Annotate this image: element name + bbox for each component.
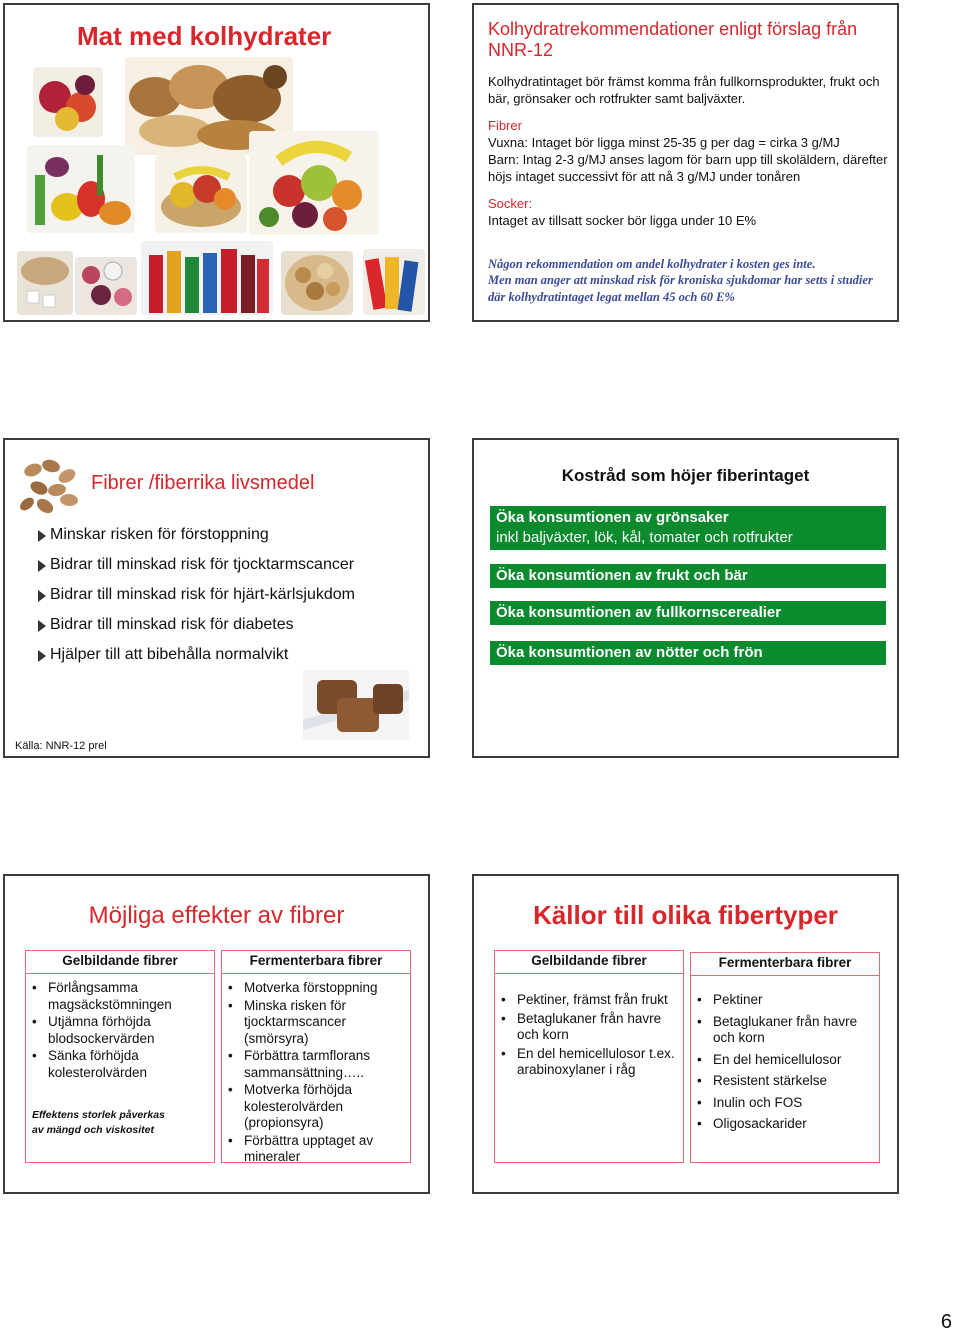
list-item: • Pektiner [693, 992, 877, 1009]
column-head-fermentable: Fermenterbara fibrer [690, 952, 880, 976]
advice-bar-nuts [490, 641, 886, 665]
effect-note [32, 1108, 165, 1138]
list-item: • Inulin och FOS [693, 1095, 877, 1112]
fiber-child-text: Barn: Intag 2-3 g/MJ anses lagom för barn upp till skoläldern, därefter höjs intaget successivt för att nå 3 g/MJ under tonåren [488, 152, 888, 184]
list-item: Bidrar till minskad risk för diabetes [36, 610, 426, 640]
advice-main: Öka konsumtionen av grönsaker [496, 509, 729, 526]
slide-title: Kostråd som höjer fiberintaget [561, 466, 810, 485]
list-item: • Betaglukaner från havre och korn [693, 1014, 877, 1047]
intro-text: Kolhydratintaget bör främst komma från fullkornsprodukter, frukt och bär, grönsaker och rotfrukter samt baljväxter. [488, 74, 880, 106]
advice-main: Öka konsumtionen av nötter och frön [496, 644, 763, 661]
list-item: • Sänka förhöjda kolesterolvärden [28, 1048, 212, 1081]
fruit-basket-image [33, 67, 103, 137]
list-item: • Utjämna förhöjda blodsockervärden [28, 1014, 212, 1047]
advice-main: Öka konsumtionen av frukt och bär [496, 567, 748, 584]
candy-image [75, 257, 137, 315]
sources-list-fermentable [693, 992, 877, 1134]
slide-title: Mat med kolhydrater [77, 21, 332, 51]
list-item: • Förbättra tarmflorans sammansättning….. [224, 1048, 408, 1081]
sugar-text: Intaget av tillsatt socker bör ligga under 10 E% [488, 213, 757, 228]
column-head-gelling: Gelbildande fibrer [494, 950, 684, 974]
fiber-heading: Fibrer [488, 118, 522, 133]
slide-kallor-fibertyper [472, 874, 899, 1194]
effect-note-line: Effektens storlek påverkas [32, 1109, 165, 1121]
list-item: • Motverka förstoppning [224, 980, 408, 997]
column-box-fermentable [221, 973, 411, 1163]
slide-kolhydratrekommendationer [472, 3, 899, 322]
sugar-bowl-image [17, 251, 73, 315]
advice-bar-fruit [490, 564, 886, 588]
list-item: • Oligosackarider [693, 1116, 877, 1133]
effect-note-line: av mängd och viskositet [32, 1124, 154, 1136]
slide-fibrer-fiberrika-livsmedel [3, 438, 430, 758]
effects-list-gelling [28, 980, 212, 1082]
list-item: • Förlångsamma magsäckstömningen [28, 980, 212, 1013]
advice-bar-wholegrain [490, 601, 886, 625]
list-item: • En del hemicellulosor [693, 1052, 877, 1069]
list-item: Minskar risken för förstoppning [36, 520, 426, 550]
list-item: • Motverka förhöjda kolesterolvärden (propionsyra) [224, 1082, 408, 1132]
column-box-gelling [494, 973, 684, 1163]
page-number: 6 [940, 1311, 952, 1333]
advice-main: Öka konsumtionen av fullkornscerealier [496, 604, 782, 621]
wholegrain-bread-image [303, 670, 409, 740]
advice-bar-vegetables [490, 506, 886, 550]
slide-title: Kolhydratrekommendationer enligt förslag från NNR-12 [488, 19, 858, 60]
list-item: • Minska risken för tjocktarmscancer (smörsyra) [224, 998, 408, 1048]
column-box-gelling [25, 973, 215, 1163]
note-risk-range: Men man anger att minskad risk för kroniska sjukdomar har setts i studier där kolhydratintaget legat mellan 45 och 60 E% [488, 273, 873, 304]
list-item: • Pektiner, främst från frukt [497, 992, 681, 1008]
list-item: Hjälper till att bibehålla normalvikt [36, 640, 426, 670]
list-item: • Resistent stärkelse [693, 1073, 877, 1090]
snacks-image [363, 249, 425, 315]
slide-title: Fibrer /fiberrika livsmedel [91, 472, 315, 494]
sources-list-gelling [497, 992, 681, 1079]
fruit-bowl-image [155, 155, 247, 233]
column-head-gelling: Gelbildande fibrer [25, 950, 215, 974]
advice-sub: inkl baljväxter, lök, kål, tomater och rotfrukter [496, 529, 793, 546]
list-item: • Förbättra upptaget av mineraler [224, 1133, 408, 1166]
pastries-image [281, 251, 353, 315]
list-item: Bidrar till minskad risk för tjocktarmscancer [36, 550, 426, 580]
fiber-adult-text: Vuxna: Intaget bör ligga minst 25-35 g per dag = cirka 3 g/MJ [488, 135, 840, 150]
column-box-fermentable [690, 975, 880, 1163]
slide-mat-med-kolhydrater [3, 3, 430, 322]
effects-list-fermentable [224, 980, 408, 1167]
fruit-pile-image [249, 131, 379, 235]
column-head-fermentable: Fermenterbara fibrer [221, 950, 411, 974]
source-text: Källa: NNR-12 prel [15, 740, 107, 752]
slide-title: Möjliga effekter av fibrer [88, 902, 345, 929]
sugar-heading: Socker: [488, 196, 533, 211]
slide-mojliga-effekter [3, 874, 430, 1194]
soft-drinks-image [141, 241, 273, 315]
list-item: • Betaglukaner från havre och korn [497, 1011, 681, 1043]
list-item: • En del hemicellulosor t.ex. arabinoxylaner i råg [497, 1046, 681, 1078]
fiber-benefits-list [36, 520, 426, 670]
slide-title: Källor till olika fibertyper [533, 900, 838, 930]
list-item: Bidrar till minskad risk för hjärt-kärlsjukdom [36, 580, 426, 610]
beans-image [15, 450, 85, 520]
slide-kostrad-fiberintaget [472, 438, 899, 758]
note-no-recommendation: Någon rekommendation om andel kolhydrater i kosten ges inte. [488, 257, 816, 271]
vegetables-image [27, 145, 135, 233]
